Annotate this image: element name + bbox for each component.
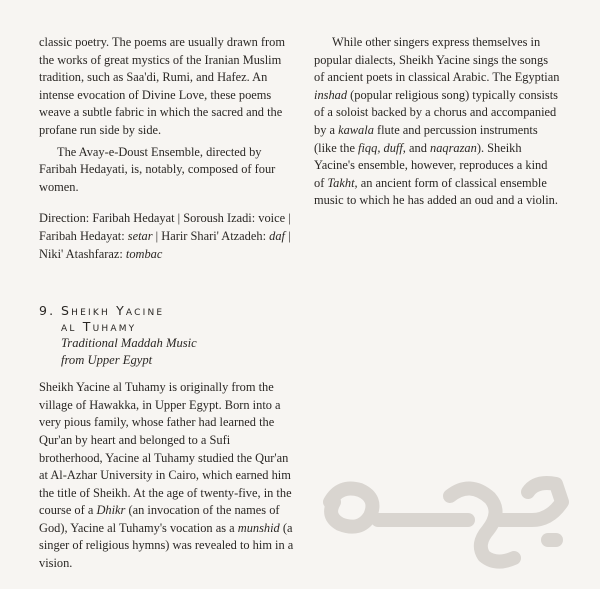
bio-paragraph [39, 379, 295, 573]
instrument-tombac: tombac [125, 246, 163, 261]
instrument-daf: daf [269, 228, 285, 243]
ensemble-paragraph: The Avay-e-Doust Ensemble, directed by Faribah Hedayati, is, notably, composed of four women. [39, 144, 276, 194]
term-dhikr: Dhikr [96, 503, 126, 518]
right-text-5: ). Sheikh Yacine's ensemble, however, reproduces a kind of [314, 140, 548, 190]
track-subtitle [39, 335, 295, 369]
track-title-line2: al Tuhamy [61, 319, 137, 335]
term-naqrazan: naqrazan [430, 140, 477, 155]
term-kawala: kawala [338, 122, 374, 137]
track-subtitle-line1: Traditional Maddah Music [61, 336, 197, 351]
arabic-calligraphy-watermark-icon [300, 440, 600, 570]
credits-text-1: Direction: Faribah Hedayat | Soroush Izadi: voice | Faribah Hedayat: [39, 211, 291, 243]
term-fiqq-duff: fiqq, duff, [358, 140, 406, 155]
bio-text-2: (an invocation of the names of God), Yacine al Tuhamy's vocation as a [39, 503, 280, 535]
right-text-6: an ancient form of classical ensemble music to which he has added an oud and a violin. [314, 175, 558, 208]
instrument-setar: setar [127, 228, 153, 243]
right-paragraph [314, 34, 560, 210]
intro-paragraph: classic poetry. The poems are usually drawn from the works of great mystics of the Iranian Muslim tradition, such as Saa'di, Rumi, and Hafez. An intense evocation of Divine Love, these poems weave a subtle fabric in which the sacred and the profane run side by side. [39, 35, 286, 137]
right-text-4: and [405, 140, 430, 155]
credits-paragraph [39, 210, 295, 263]
track-subtitle-line2: from Upper Egypt [61, 353, 153, 368]
term-inshad: inshad [314, 87, 348, 102]
bio-text-3: (a singer of religious hymns) was revealed to him in a vision. [39, 520, 294, 571]
right-text-3: flute and percussion instruments (like the [314, 122, 538, 155]
term-munshid: munshid [237, 520, 280, 535]
track-heading [39, 303, 295, 335]
bio-text-1: Sheikh Yacine al Tuhamy is originally from the village of Hawakka, in Upper Egypt. Born into a very pious family, whose father had learned the Qur'an by heart and belonged to a Sufi brotherhood, Yacine al Tuhamy studied the Qur'an at Al-Azhar University in Cairo, which earned him the title of Sheikh. At the age of twenty-five, in the course of a [39, 380, 292, 518]
right-text-1: While other singers express themselves in popular dialects, Sheikh Yacine sings the songs of ancient poets in classical Arabic. The Egyptian [314, 35, 560, 85]
track-number: 9. [39, 303, 56, 319]
track-title-line1: Sheikh Yacine [61, 303, 165, 319]
right-text-2: (popular religious song) typically consists of a soloist backed by a chorus and accompanied by a [314, 87, 559, 137]
term-takht: Takht, [327, 175, 358, 190]
credits-text-3: | Niki' Atashfaraz: [39, 228, 291, 261]
left-column [39, 34, 295, 573]
credits-text-2: | Harir Shari' Atzadeh: [152, 228, 270, 243]
right-column [314, 34, 560, 210]
